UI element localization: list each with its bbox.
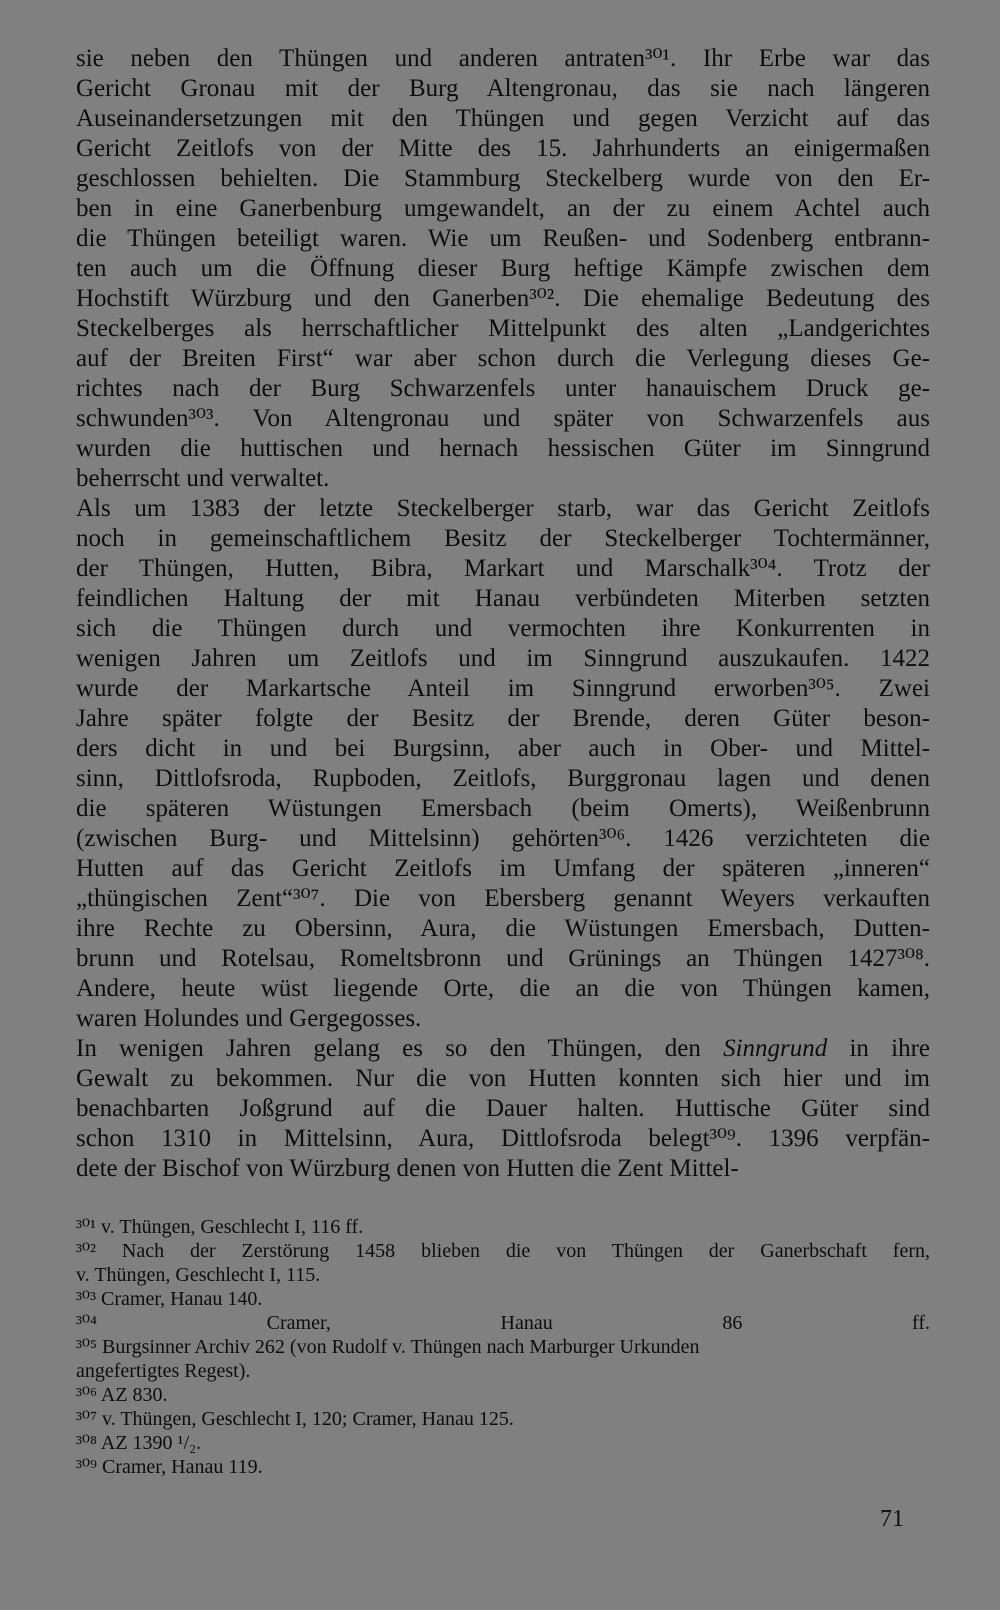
body-line: „thüngischen Zent“³⁰⁷. Die von Ebersberg genannt Weyers verkauften <box>76 885 930 912</box>
body-line: die Thüngen beteiligt waren. Wie um Reußen- und Sodenberg entbrann- <box>76 225 930 252</box>
body-line: der Thüngen, Hutten, Bibra, Markart und Marschalk³⁰⁴. Trotz der <box>76 555 930 582</box>
footnote-line: ³⁰⁸ AZ 1390 ¹/₂. <box>76 1432 202 1454</box>
body-line: brunn und Rotelsau, Romeltsbronn und Grünings an Thüngen 1427³⁰⁸. <box>76 945 930 972</box>
body-line: Gericht Gronau mit der Burg Altengronau, das sie nach längeren <box>76 75 930 102</box>
body-line: In wenigen Jahren gelang es so den Thüngen, den Sinngrund in ihre <box>76 1035 930 1062</box>
body-line: waren Holundes und Gergegosses. <box>76 1005 422 1032</box>
body-line: schwunden³⁰³. Von Altengronau und später von Schwarzenfels aus <box>76 405 930 432</box>
body-line: richtes nach der Burg Schwarzenfels unter hanauischem Druck ge- <box>76 375 930 402</box>
footnote-line: ³⁰⁴ Cramer, Hanau 86 ff. <box>76 1312 930 1334</box>
body-line: Jahre später folgte der Besitz der Brende, deren Güter beson- <box>76 705 930 732</box>
body-line: ihre Rechte zu Obersinn, Aura, die Wüstungen Emersbach, Dutten- <box>76 915 930 942</box>
body-line: ders dicht in und bei Burgsinn, aber auch in Ober- und Mittel- <box>76 735 930 762</box>
body-line: Als um 1383 der letzte Steckelberger starb, war das Gericht Zeitlofs <box>76 495 930 522</box>
body-line: Hochstift Würzburg und den Ganerben³⁰². Die ehemalige Bedeutung des <box>76 285 930 312</box>
body-line: Auseinandersetzungen mit den Thüngen und gegen Verzicht auf das <box>76 105 930 132</box>
body-line: wurden die huttischen und hernach hessischen Güter im Sinngrund <box>76 435 930 462</box>
body-line: beherrscht und verwaltet. <box>76 465 330 492</box>
body-line: Steckelberges als herrschaftlicher Mittelpunkt des alten „Landgerichtes <box>76 315 930 342</box>
body-line: dete der Bischof von Würzburg denen von Hutten die Zent Mittel- <box>76 1155 739 1182</box>
body-line: sinn, Dittlofsroda, Rupboden, Zeitlofs, Burggronau lagen und denen <box>76 765 930 792</box>
footnote-line: ³⁰⁹ Cramer, Hanau 119. <box>76 1456 263 1478</box>
page-number: 71 <box>880 1506 904 1532</box>
body-line: schon 1310 in Mittelsinn, Aura, Dittlofsroda belegt³⁰⁹. 1396 verpfän- <box>76 1125 930 1152</box>
footnote-line: ³⁰³ Cramer, Hanau 140. <box>76 1288 263 1310</box>
body-line: wurde der Markartsche Anteil im Sinngrund erworben³⁰⁵. Zwei <box>76 675 930 702</box>
footnote-line: angefertigtes Regest). <box>76 1360 251 1382</box>
body-text <box>76 44 930 1184</box>
body-line: wenigen Jahren um Zeitlofs und im Sinngrund auszukaufen. 1422 <box>76 645 930 672</box>
emphasis: Sinngrund <box>723 1035 828 1062</box>
footnote-line: ³⁰¹ v. Thüngen, Geschlecht I, 116 ff. <box>76 1216 364 1238</box>
footnote-line: ³⁰⁷ v. Thüngen, Geschlecht I, 120; Cramer, Hanau 125. <box>76 1408 514 1430</box>
body-line: auf der Breiten First“ war aber schon durch die Verlegung dieses Ge- <box>76 345 930 372</box>
body-line: ben in eine Ganerbenburg umgewandelt, an der zu einem Achtel auch <box>76 195 930 222</box>
body-line: sie neben den Thüngen und anderen antraten³⁰¹. Ihr Erbe war das <box>76 45 930 72</box>
body-line: Gericht Zeitlofs von der Mitte des 15. Jahrhunderts an einigermaßen <box>76 135 930 162</box>
body-line: Andere, heute wüst liegende Orte, die an die von Thüngen kamen, <box>76 975 930 1002</box>
body-line: Gewalt zu bekommen. Nur die von Hutten konnten sich hier und im <box>76 1065 930 1092</box>
footnote-line: ³⁰⁶ AZ 830. <box>76 1384 168 1406</box>
body-line: die späteren Wüstungen Emersbach (beim Omerts), Weißenbrunn <box>76 795 930 822</box>
footnote-line: v. Thüngen, Geschlecht I, 115. <box>76 1264 321 1286</box>
body-line: sich die Thüngen durch und vermochten ihre Konkurrenten in <box>76 615 930 642</box>
body-line: benachbarten Joßgrund auf die Dauer halten. Huttische Güter sind <box>76 1095 930 1122</box>
footnote-line: ³⁰² Nach der Zerstörung 1458 blieben die von Thüngen der Ganerbschaft fern, <box>76 1240 930 1262</box>
body-line: feindlichen Haltung der mit Hanau verbündeten Miterben setzten <box>76 585 930 612</box>
body-line: ten auch um die Öffnung dieser Burg heftige Kämpfe zwischen dem <box>76 255 930 282</box>
body-line: Hutten auf das Gericht Zeitlofs im Umfang der späteren „inneren“ <box>76 855 930 882</box>
footnote-line: ³⁰⁵ Burgsinner Archiv 262 (von Rudolf v. Thüngen nach Marburger Urkunden <box>76 1336 700 1358</box>
body-line: geschlossen behielten. Die Stammburg Steckelberg wurde von den Er- <box>76 165 930 192</box>
body-line: noch in gemeinschaftlichem Besitz der Steckelberger Tochtermänner, <box>76 525 930 552</box>
body-line: (zwischen Burg- und Mittelsinn) gehörten³⁰⁶. 1426 verzichteten die <box>76 825 930 852</box>
footnotes <box>76 1215 930 1479</box>
